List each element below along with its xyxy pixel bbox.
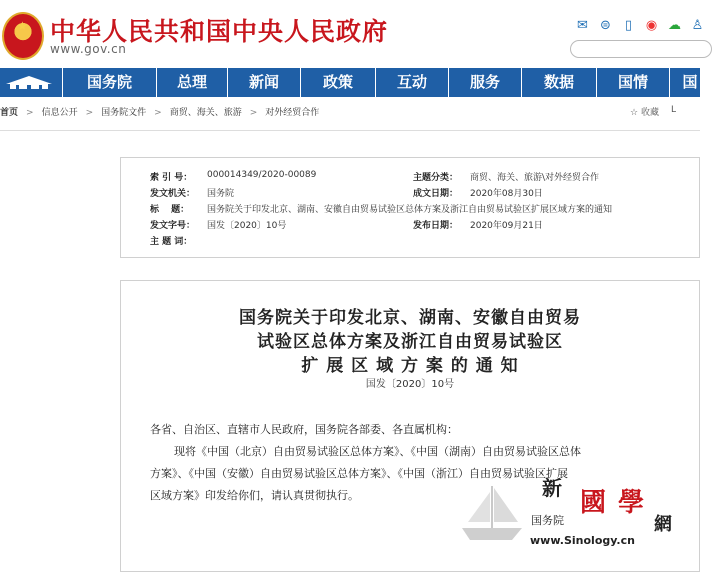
chevron-right-icon: > xyxy=(85,108,94,118)
nav-item-premier[interactable]: 总理 xyxy=(156,68,227,97)
document-number: 国发〔2020〕10号 xyxy=(365,379,455,390)
paragraph-line-2: 方案》、《中国（安徽）自由贸易试验区总体方案》、《中国（浙江）自由贸易试验区扩展 xyxy=(150,467,568,480)
main-nav xyxy=(0,68,700,97)
issuer-label: 发文机关： xyxy=(150,189,196,199)
star-outline-icon: ☆ xyxy=(630,108,639,118)
site-url[interactable]: www.gov.cn xyxy=(50,42,127,56)
index-label: 索 引 号： xyxy=(150,173,193,183)
document-title-line-3: 扩 展 区 域 方 案 的 通 知 xyxy=(301,356,519,376)
wechat-icon[interactable]: ☁ xyxy=(668,18,681,33)
publish-date-value: 2020年09月21日 xyxy=(470,221,543,231)
nav-item-policy[interactable]: 政策 xyxy=(300,68,375,97)
nav-item-national-info[interactable]: 国情 xyxy=(596,68,669,97)
watermark-url: www.Sinology.cn xyxy=(530,534,635,547)
breadcrumb-trade-customs-tourism[interactable]: 商贸、海关、旅游 xyxy=(169,108,242,118)
watermark-char-xin: 新 xyxy=(542,476,562,500)
signature: 国务院 xyxy=(531,514,564,527)
document-metadata-table xyxy=(120,157,700,258)
index-value: 000014349/2020-00089 xyxy=(207,170,317,180)
watermark-char-guo: 國 xyxy=(580,488,607,518)
title-label: 标 题： xyxy=(150,205,190,215)
written-date-value: 2020年08月30日 xyxy=(470,189,543,199)
mobile-icon[interactable]: ▯ xyxy=(624,18,633,33)
breadcrumb-home[interactable]: 首页 xyxy=(0,108,19,118)
breadcrumb-foreign-trade[interactable]: 对外经贸合作 xyxy=(265,108,320,118)
publish-date-label: 发布日期： xyxy=(413,221,459,231)
doc-number-value: 国发〔2020〕10号 xyxy=(207,221,287,231)
subscribe-icon[interactable]: ⊜ xyxy=(600,18,611,33)
favorite-button[interactable] xyxy=(630,105,659,118)
nav-item-state-council[interactable]: 国务院 xyxy=(62,68,156,97)
chevron-right-icon: > xyxy=(249,108,258,118)
breadcrumb xyxy=(0,105,700,125)
watermark-char-wang: 網 xyxy=(654,514,672,535)
written-date-label: 成文日期： xyxy=(413,189,459,199)
issuer-value: 国务院 xyxy=(207,189,235,199)
breadcrumb-state-council-docs[interactable]: 国务院文件 xyxy=(101,108,147,118)
search-input[interactable] xyxy=(570,40,712,58)
home-building-icon[interactable] xyxy=(0,68,62,97)
nav-item-interaction[interactable]: 互动 xyxy=(375,68,448,97)
mail-icon[interactable]: ✉ xyxy=(577,18,588,33)
topic-label: 主题分类： xyxy=(413,173,459,183)
title-value: 国务院关于印发北京、湖南、安徽自由贸易试验区总体方案及浙江自由贸易试验区扩展区域方案的通知 xyxy=(207,205,613,215)
nav-item-services[interactable]: 服务 xyxy=(448,68,521,97)
divider xyxy=(0,130,700,131)
document-title-line-2: 试验区总体方案及浙江自由贸易试验区 xyxy=(257,332,563,352)
site-title[interactable]: 中华人民共和国中央人民政府 xyxy=(50,17,389,46)
nav-item-data[interactable]: 数据 xyxy=(521,68,596,97)
salutation: 各省、自治区、直辖市人民政府，国务院各部委、各直属机构： xyxy=(150,423,458,436)
document-body xyxy=(120,280,700,572)
chevron-right-icon: > xyxy=(26,108,34,118)
document-title-line-1: 国务院关于印发北京、湖南、安徽自由贸易 xyxy=(239,308,581,328)
topic-value: 商贸、海关、旅游\对外经贸合作 xyxy=(470,173,600,183)
nav-item-news[interactable]: 新闻 xyxy=(227,68,300,97)
doc-number-label: 发文字号： xyxy=(150,221,196,231)
watermark-char-xue: 學 xyxy=(618,488,645,518)
breadcrumb-info-public[interactable]: 信息公开 xyxy=(41,108,78,118)
favorite-label: 收藏 xyxy=(640,108,659,118)
nav-item-partial[interactable]: 国 xyxy=(669,68,710,97)
chevron-right-icon: > xyxy=(154,108,162,118)
weibo-icon[interactable]: ◉ xyxy=(645,18,658,33)
keywords-label: 主 题 词： xyxy=(150,237,193,247)
paragraph-line-3: 区域方案》印发给你们，请认真贯彻执行。 xyxy=(150,489,359,502)
person-icon[interactable]: ♙ xyxy=(691,18,704,33)
paragraph-line-1: 现将《中国（北京）自由贸易试验区总体方案》、《中国（湖南）自由贸易试验区总体 xyxy=(174,445,581,458)
national-emblem-icon[interactable]: ★ xyxy=(2,12,44,60)
header-icons xyxy=(574,18,706,34)
site-header xyxy=(0,0,704,68)
favorite-list-toggle[interactable]: L xyxy=(671,105,677,115)
